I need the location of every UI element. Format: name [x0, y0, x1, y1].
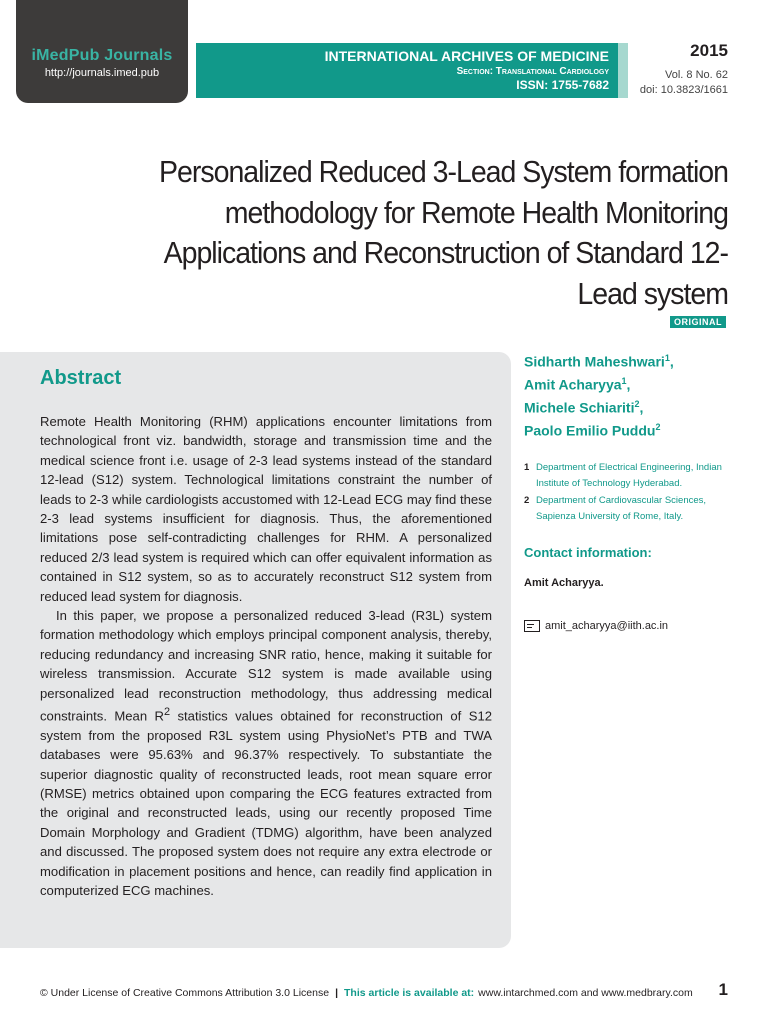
- author-list: [524, 349, 674, 442]
- article-type-badge: ORIGINAL: [670, 316, 726, 328]
- author-item: [524, 372, 674, 395]
- journal-name: INTERNATIONAL ARCHIVES OF MEDICINE: [324, 48, 609, 64]
- journal-banner-stripe: [618, 43, 628, 98]
- affiliation-number: 1: [524, 462, 530, 473]
- r-squared-superscript: 2: [164, 706, 171, 719]
- abstract-paragraph-2-part-b: statistics values obtained for reconstruction of S12 system from the proposed R3L system using PhysioNet’s PTB and TWA databases were 95.63% and 96.37% respectively. To substantiate the superior diagnostic quality of reconstructed leads, root mean square error (RMSE) metrics obtained upon comparing the ECG features extracted from the original and reconstructed leads, using our recently proposed Time Domain Morphology and Gradient (TDMG) algorithm, have been analyzed and discussed. The proposed system does not require any extra electrode or modification in placement positions and hence, can readily find application in computerized ECG machines.: [40, 708, 493, 899]
- journal-section: Section: Translational Cardiology: [456, 66, 609, 77]
- affiliation-text: Department of Cardiovascular Sciences, Sapienza University of Rome, Italy.: [536, 495, 707, 522]
- author-item: [524, 349, 674, 372]
- author-name: Amit Acharyya: [524, 376, 622, 393]
- affiliation-item: [524, 493, 734, 525]
- abstract-paragraph-2-part-a: In this paper, we propose a personalized reduced 3-lead (R3L) system formation methodology which employs principal component analysis, thereby, reducing redundancy and increasing SNR ratio, hence, making it suitable for wireless transmission. Accurate S12 system is made available using personalized lead reconstruction methodology, thus addressing medical constraints. Mean R: [40, 608, 492, 724]
- author-affiliation-ref: 1: [621, 376, 627, 387]
- volume-issue: Vol. 8 No. 62: [665, 69, 728, 81]
- contact-heading: Contact information:: [524, 545, 652, 560]
- envelope-icon: [524, 620, 540, 632]
- availability-label: This article is available at:: [344, 987, 475, 999]
- contact-name: Amit Acharyya.: [524, 577, 604, 589]
- affiliation-list: [524, 460, 734, 526]
- contact-email[interactable]: amit_acharyya@iith.ac.in: [545, 620, 669, 632]
- author-separator: ,: [669, 353, 674, 370]
- license-text: © Under License of Creative Commons Attribution 3.0 License: [40, 987, 330, 999]
- abstract-paragraph-2: [40, 606, 492, 900]
- author-item: [524, 395, 674, 418]
- author-affiliation-ref: 1: [664, 353, 670, 363]
- author-separator: ,: [626, 376, 631, 393]
- page-number: 1: [718, 980, 728, 999]
- abstract-heading: Abstract: [40, 367, 122, 389]
- author-item: [524, 418, 674, 441]
- footer-separator: |: [335, 987, 339, 999]
- publisher-name: iMedPub Journals: [31, 47, 173, 64]
- author-name: Sidharth Maheshwari: [524, 353, 665, 370]
- article-title: Personalized Reduced 3-Lead System formation methodology for Remote Health Monitoring Applications and Reconstruction of Standard 12-Lead system: [159, 154, 729, 311]
- journal-banner: [196, 43, 618, 98]
- abstract-body: [40, 412, 492, 901]
- doi[interactable]: doi: 10.3823/1661: [639, 84, 728, 96]
- author-separator: ,: [639, 399, 644, 416]
- author-affiliation-ref: 2: [655, 422, 661, 433]
- journal-issn: ISSN: 1755-7682: [516, 78, 609, 92]
- availability-urls[interactable]: www.intarchmed.com and www.medbrary.com: [478, 987, 693, 999]
- author-name: Michele Schiariti: [524, 399, 635, 416]
- abstract-paragraph-1: Remote Health Monitoring (RHM) applications encounter limitations from technological front viz. bandwidth, storage and transmission time and the medical science front i.e. usage of 2-3 lead systems instead of the standard 12-lead (S12) system. Technological limitations constraint the number of leads to 2-3 while cardiologists accustomed with 12-Lead ECG may find these 2-3 lead systems insufficient for diagnosis. Thus, the aforementioned limitations pose self-contradicting challenges for RHM. A personalized reduced 2/3 lead system is required which can offer equivalent information as contained in S12 system, so as to accurately reconstruct S12 system from reduced lead system for diagnosis.: [40, 414, 492, 604]
- affiliation-item: [524, 460, 734, 492]
- author-affiliation-ref: 2: [634, 399, 640, 410]
- affiliation-number: 2: [524, 495, 530, 506]
- publication-year: 2015: [690, 41, 728, 60]
- publisher-url[interactable]: http://journals.imed.pub: [44, 67, 160, 79]
- author-name: Paolo Emilio Puddu: [524, 423, 656, 440]
- affiliation-text: Department of Electrical Engineering, Indian Institute of Technology Hyderabad.: [536, 462, 722, 489]
- page-footer: [40, 987, 728, 999]
- publisher-logo: [16, 0, 188, 103]
- contact-email-row: [524, 620, 668, 632]
